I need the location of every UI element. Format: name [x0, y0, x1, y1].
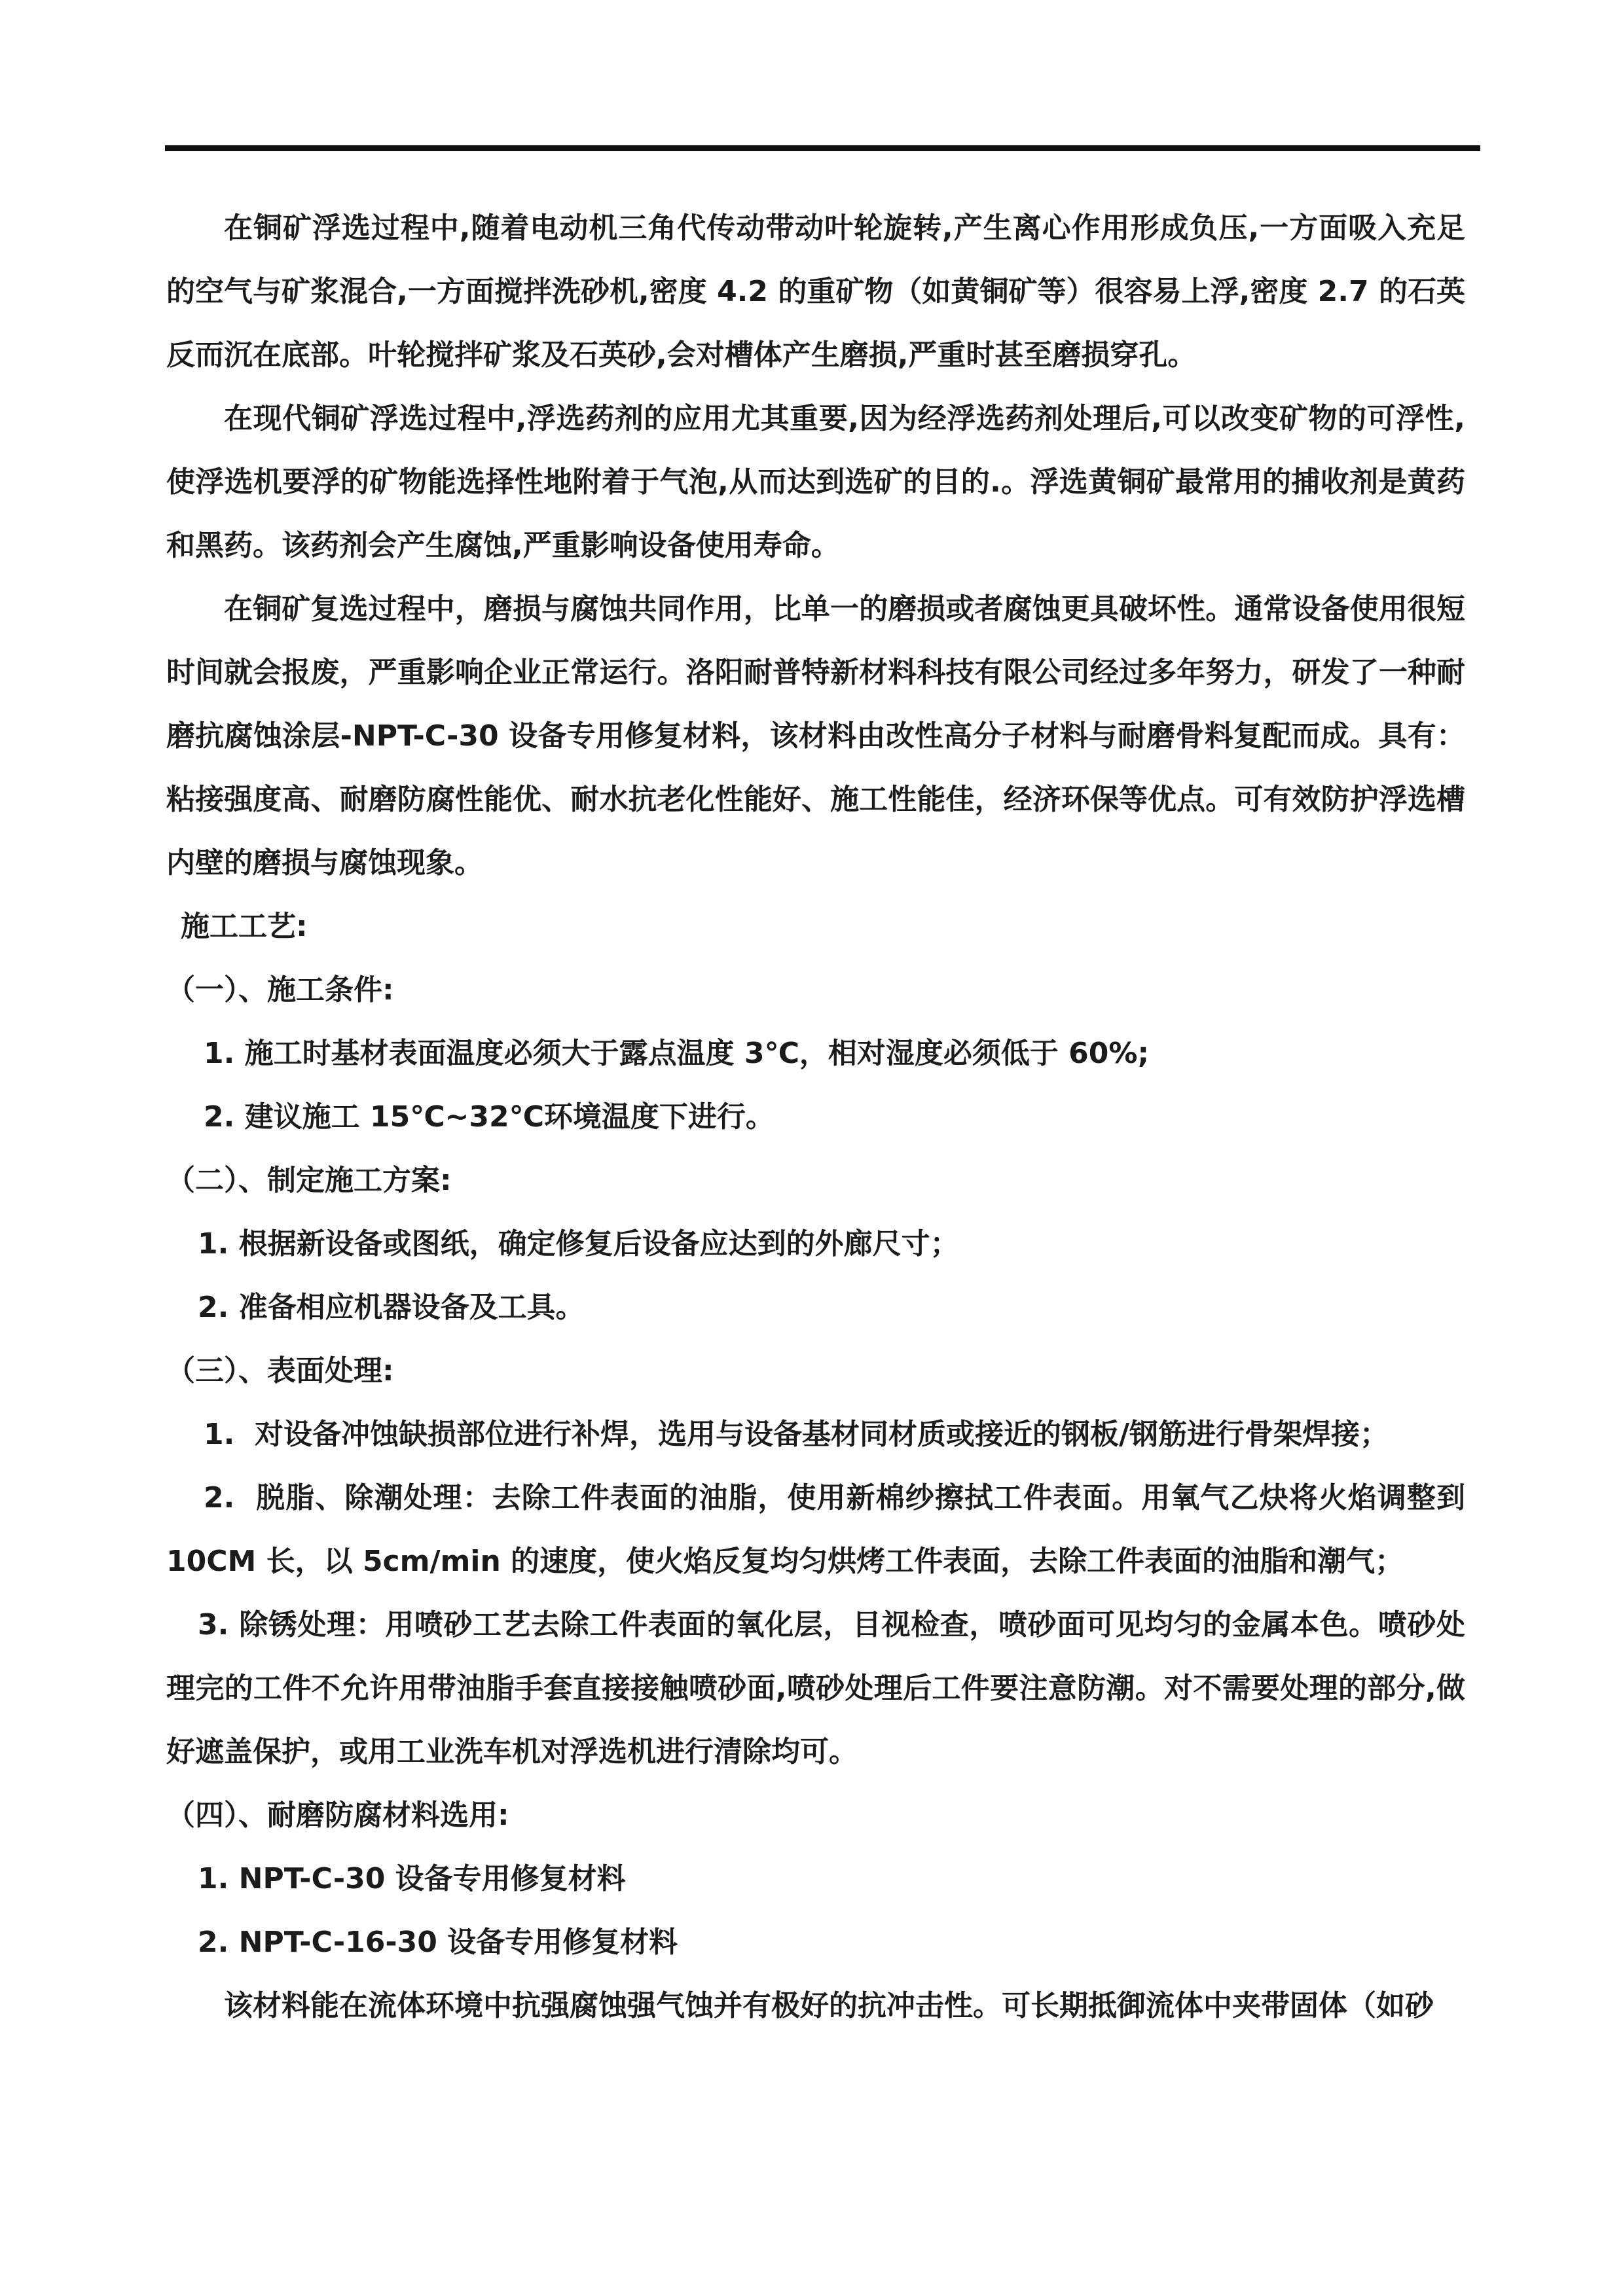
heading-section-3-surface-treatment: （三）、表面处理:: [166, 1354, 394, 1388]
item-2-prepare-equipment: 2. 准备相应机器设备及工具。: [198, 1291, 585, 1324]
item-1-surface-temperature: 1. 施工时基材表面温度必须大于露点温度 3℃，相对湿度必须低于 60%;: [204, 1037, 1150, 1070]
heading-construction-process: 施工工艺:: [181, 910, 308, 943]
item-2-npt-c-16-30-material: 2. NPT-C-16-30 设备专用修复材料: [198, 1926, 678, 1959]
item-2-degreasing-dehumidifying: 2. 脱脂、除潮处理：去除工件表面的油脂，使用新棉纱擦拭工件表面。用氧气乙炔将火焰调整到 10CM 长，以 5cm/min 的速度，使火焰反复均匀烘烤工件表面，去除工件表面的油脂和潮气；: [166, 1481, 1476, 1578]
paragraph-material-properties: 该材料能在流体环境中抗强腐蚀强气蚀并有极好的抗冲击性。可长期抵御流体中夹带固体（如砂: [224, 1989, 1434, 2022]
header-rule: [165, 145, 1480, 151]
item-1-outline-dimensions: 1. 根据新设备或图纸，确定修复后设备应达到的外廊尺寸；: [198, 1227, 959, 1261]
paragraph-wear-corrosion-npt-c-30: 在铜矿复选过程中，磨损与腐蚀共同作用，比单一的磨损或者腐蚀更具破坏性。通常设备使用很短时间就会报废，严重影响企业正常运行。洛阳耐普特新材料科技有限公司经过多年努力，研发了一种耐磨抗腐蚀涂层-NPT-C-30 设备专用修复材料，该材料由改性高分子材料与耐磨骨料复配而成。具有：粘接强度高、耐磨防腐性能优、耐水抗老化性能好、施工性能佳，经济环保等优点。可有效防护浮选槽内壁的磨损与腐蚀现象。: [166, 592, 1465, 880]
item-1-npt-c-30-material: 1. NPT-C-30 设备专用修复材料: [198, 1862, 626, 1895]
document-body: [166, 196, 1476, 2037]
item-3-rust-removal: 3. 除锈处理：用喷砂工艺去除工件表面的氧化层，目视检查，喷砂面可见均匀的金属本色。喷砂处理完的工件不允许用带油脂手套直接接触喷砂面,喷砂处理后工件要注意防潮。对不需要处理的部分,做好遮盖保护，或用工业洗车机对浮选机进行清除均可。: [166, 1608, 1465, 1768]
heading-section-2-plan: （二）、制定施工方案:: [166, 1164, 452, 1197]
heading-section-4-material-selection: （四）、耐磨防腐材料选用:: [166, 1799, 509, 1832]
heading-section-1-conditions: （一）、施工条件:: [166, 973, 394, 1007]
paragraph-flotation-reagents: 在现代铜矿浮选过程中,浮选药剂的应用尤其重要,因为经浮选药剂处理后,可以改变矿物的可浮性,使浮选机要浮的矿物能选择性地附着于气泡,从而达到选矿的目的.。浮选黄铜矿最常用的捕收剂是黄药和黑药。该药剂会产生腐蚀,严重影响设备使用寿命。: [166, 402, 1465, 562]
paragraph-flotation-process-intro: 在铜矿浮选过程中,随着电动机三角代传动带动叶轮旋转,产生离心作用形成负压,一方面吸入充足的空气与矿浆混合,一方面搅拌洗砂机,密度 4.2 的重矿物（如黄铜矿等）很容易上浮,密度 2.7 的石英反而沉在底部。叶轮搅拌矿浆及石英砂,会对槽体产生磨损,严重时甚至磨损穿孔。: [166, 211, 1465, 372]
item-2-ambient-temperature: 2. 建议施工 15℃~32℃环境温度下进行。: [204, 1100, 775, 1134]
item-1-repair-welding: 1. 对设备冲蚀缺损部位进行补焊，选用与设备基材同材质或接近的钢板/钢筋进行骨架焊接；: [204, 1418, 1389, 1451]
